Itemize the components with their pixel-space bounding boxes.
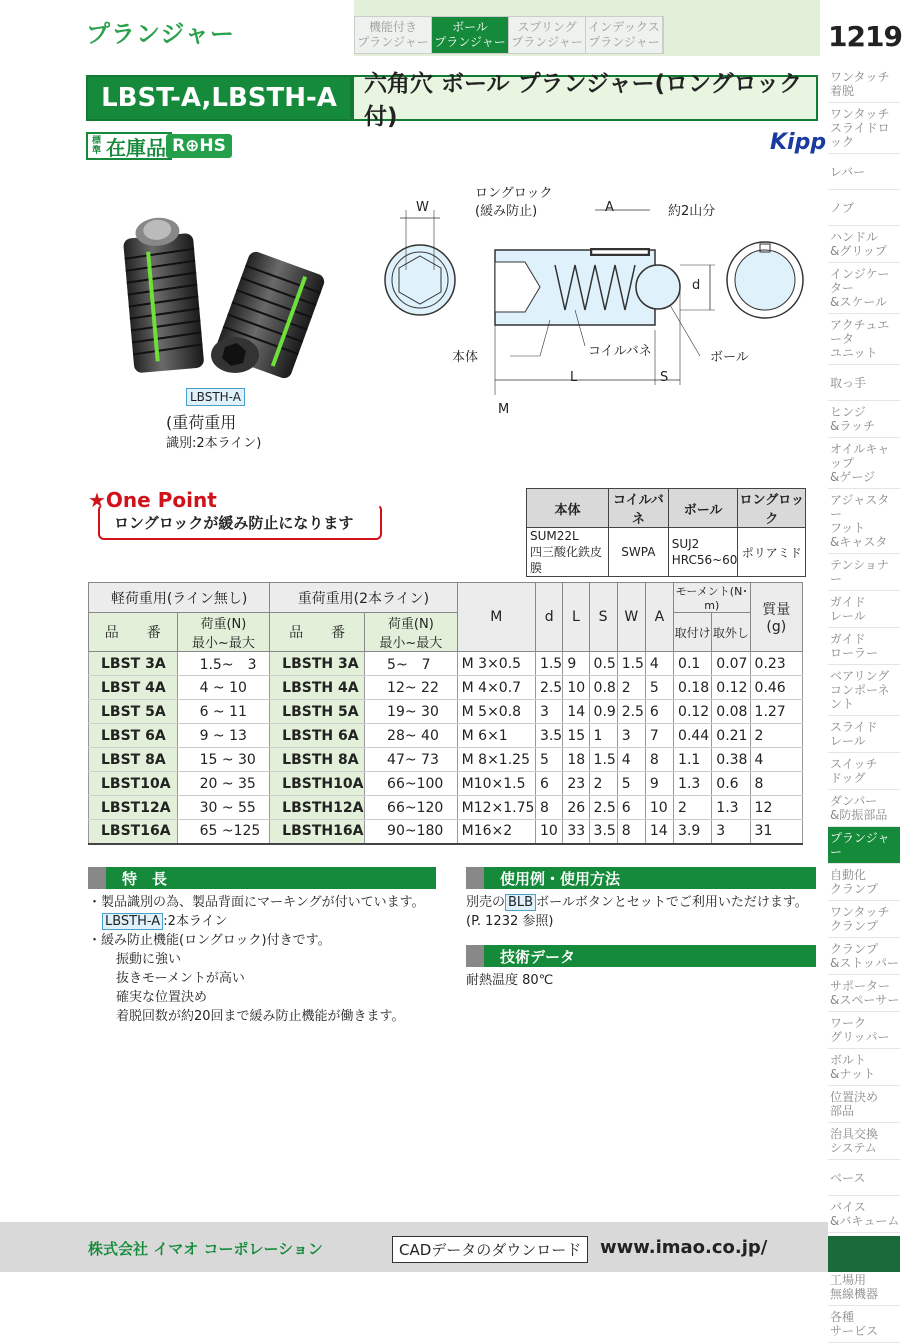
rohs-badge: R⊕HS	[166, 134, 232, 158]
cell-hload: 12~ 22	[365, 676, 458, 700]
cell-A: 6	[645, 700, 673, 724]
cell-d: 3.5	[535, 724, 562, 748]
cell-hload: 47~ 73	[365, 748, 458, 772]
cell-mi: 1.1	[674, 748, 712, 772]
cell-mr: 1.3	[712, 796, 750, 820]
col-L: L	[563, 583, 589, 652]
features-sub-item: 確実な位置決め	[116, 990, 208, 1005]
category-tab-1[interactable]: ボール プランジャー	[432, 17, 509, 53]
usage-line-1: 別売の BLB ボールボタンとセットでご利用いただけます。	[466, 895, 808, 910]
features-sublist	[116, 950, 405, 1026]
cell-lload: 4 ~ 10	[177, 676, 270, 700]
cell-W: 8	[617, 820, 645, 844]
cell-S: 2	[589, 772, 617, 796]
cell-W: 3	[617, 724, 645, 748]
cell-L: 9	[563, 652, 589, 676]
cell-d: 2.5	[535, 676, 562, 700]
sidebar-item-15[interactable]: スライド レール	[828, 716, 900, 753]
features-heading: 特 長	[88, 867, 436, 889]
cell-A: 8	[645, 748, 673, 772]
spec-table	[88, 582, 803, 845]
sidebar-item-1[interactable]: ワンタッチ スライドロック	[828, 103, 900, 154]
cell-d: 1.5	[535, 652, 562, 676]
sidebar-item-9[interactable]: オイルキャップ &ゲージ	[828, 438, 900, 489]
cell-heavy: LBSTH 4A	[270, 676, 365, 700]
cell-mr: 0.08	[712, 700, 750, 724]
table-row	[89, 700, 803, 724]
col-A: A	[645, 583, 673, 652]
cell-S: 0.8	[589, 676, 617, 700]
col-install: 取付け	[674, 613, 712, 652]
cell-mi: 0.18	[674, 676, 712, 700]
label-longlock-2: (緩み防止)	[475, 204, 538, 219]
cell-S: 0.5	[589, 652, 617, 676]
group-light-header: 軽荷重用(ライン無し)	[89, 583, 270, 613]
cell-mass: 4	[750, 748, 802, 772]
cell-S: 2.5	[589, 796, 617, 820]
category-tab-3[interactable]: インデックス プランジャー	[586, 17, 663, 53]
sidebar-bottom-block	[828, 1236, 900, 1272]
col-heavy-code: 品 番	[270, 613, 365, 652]
product-photo	[110, 205, 345, 385]
sidebar-item-6[interactable]: アクチュエータ ユニット	[828, 314, 900, 365]
cell-mi: 0.44	[674, 724, 712, 748]
cell-heavy: LBSTH16A	[270, 820, 365, 844]
cell-lload: 15 ~ 30	[177, 748, 270, 772]
cell-W: 2	[617, 676, 645, 700]
cell-light: LBST12A	[89, 796, 178, 820]
sidebar-item-10[interactable]: アジャスター フット &キャスタ	[828, 489, 900, 554]
label-longlock: ロングロック	[475, 186, 553, 201]
cell-L: 26	[563, 796, 589, 820]
features-tag: LBSTH-A	[102, 913, 163, 930]
col-light-load: 荷重(N) 最小~最大	[177, 613, 270, 652]
cell-L: 18	[563, 748, 589, 772]
cell-d: 10	[535, 820, 562, 844]
sidebar-item-19[interactable]: 自動化 クランプ	[828, 864, 900, 901]
features-line-1: ・製品識別の為、製品背面にマーキングが付いています。	[88, 895, 425, 910]
page-number: 1219	[828, 20, 902, 53]
tech-text: 耐熱温度 80℃	[466, 973, 554, 988]
cell-W: 1.5	[617, 652, 645, 676]
table-row	[89, 724, 803, 748]
cell-mr: 3	[712, 820, 750, 844]
cell-hload: 5~ 7	[365, 652, 458, 676]
table-row	[89, 796, 803, 820]
sidebar-item-16[interactable]: スイッチ ドッグ	[828, 753, 900, 790]
cell-light: LBST 5A	[89, 700, 178, 724]
cell-A: 9	[645, 772, 673, 796]
cad-download-link[interactable]: CADデータのダウンロード	[392, 1236, 588, 1263]
cell-hload: 66~120	[365, 796, 458, 820]
cell-A: 14	[645, 820, 673, 844]
cell-mr: 0.21	[712, 724, 750, 748]
sidebar-item-17[interactable]: ダンパー &防振部品	[828, 790, 900, 827]
product-name: 六角穴 ボール プランジャー(ロングロック付)	[352, 75, 818, 121]
cell-d: 6	[535, 772, 562, 796]
cell-heavy: LBSTH 8A	[270, 748, 365, 772]
features-line-2: LBSTH-A :2本ライン	[102, 912, 227, 931]
col-M: M	[457, 583, 535, 652]
cell-M: M 3×0.5	[457, 652, 535, 676]
table-row	[89, 748, 803, 772]
cell-lload: 30 ~ 55	[177, 796, 270, 820]
label-d: d	[692, 278, 701, 293]
features-sub-item: 着脱回数が約20回まで緩み防止機能が働きます。	[116, 1009, 405, 1024]
cell-hload: 90~180	[365, 820, 458, 844]
photo-caption-1: (重荷重用	[166, 413, 237, 432]
cell-mr: 0.12	[712, 676, 750, 700]
category-tab-0[interactable]: 機能付き プランジャー	[355, 17, 432, 53]
sidebar-item-0[interactable]: ワンタッチ 着脱	[828, 66, 900, 103]
stock-small-label: 標準	[92, 136, 102, 156]
cell-M: M 5×0.8	[457, 700, 535, 724]
cell-mass: 31	[750, 820, 802, 844]
material-header-3: ロングロック	[738, 489, 806, 528]
cell-mi: 0.1	[674, 652, 712, 676]
sidebar-item-4[interactable]: ハンドル &グリップ	[828, 226, 900, 263]
cell-lload: 6 ~ 11	[177, 700, 270, 724]
cell-light: LBST16A	[89, 820, 178, 844]
sidebar-item-14[interactable]: ベアリング コンポーネント	[828, 665, 900, 716]
cell-mass: 2	[750, 724, 802, 748]
cell-heavy: LBSTH 5A	[270, 700, 365, 724]
cell-light: LBST 3A	[89, 652, 178, 676]
table-row	[89, 676, 803, 700]
cell-W: 4	[617, 748, 645, 772]
dimension-diagram	[380, 180, 820, 430]
label-S: S	[660, 370, 669, 385]
col-d: d	[535, 583, 562, 652]
col-W: W	[617, 583, 645, 652]
cell-M: M 6×1	[457, 724, 535, 748]
brand-logo: Kipp	[770, 130, 827, 155]
cell-A: 7	[645, 724, 673, 748]
usage-tag: BLB	[505, 894, 536, 911]
sidebar-item-12[interactable]: ガイド レール	[828, 591, 900, 628]
cell-mr: 0.38	[712, 748, 750, 772]
cell-mi: 0.12	[674, 700, 712, 724]
sidebar-item-24[interactable]: ボルト &ナット	[828, 1049, 900, 1086]
cell-M: M10×1.5	[457, 772, 535, 796]
cell-M: M 4×0.7	[457, 676, 535, 700]
cell-mr: 0.6	[712, 772, 750, 796]
cell-W: 5	[617, 772, 645, 796]
onepoint-title: ★One Point	[88, 488, 217, 512]
cell-lload: 1.5~ 3	[177, 652, 270, 676]
sidebar-item-23[interactable]: ワーク グリッパー	[828, 1012, 900, 1049]
cell-mi: 2	[674, 796, 712, 820]
sidebar-item-18[interactable]: プランジャー	[828, 827, 900, 864]
sidebar-item-8[interactable]: ヒンジ &ラッチ	[828, 401, 900, 438]
material-header-1: コイルバネ	[609, 489, 669, 528]
cell-mr: 0.07	[712, 652, 750, 676]
sidebar-item-21[interactable]: クランプ &ストッパー	[828, 938, 900, 975]
sidebar-item-31[interactable]: 各種 サービス	[828, 1306, 900, 1343]
sidebar-item-25[interactable]: 位置決め 部品	[828, 1086, 900, 1123]
label-W: W	[416, 200, 429, 215]
cell-W: 2.5	[617, 700, 645, 724]
cell-mass: 8	[750, 772, 802, 796]
footer-company: 株式会社 イマオ コーポレーション	[88, 1240, 323, 1258]
cell-L: 15	[563, 724, 589, 748]
label-yaku: 約2山分	[668, 204, 716, 219]
cell-S: 1	[589, 724, 617, 748]
cell-M: M12×1.75	[457, 796, 535, 820]
sidebar-item-22[interactable]: サポーター &スペーサー	[828, 975, 900, 1012]
stock-label: 在庫品	[106, 135, 166, 160]
stock-badge	[86, 132, 172, 160]
cell-mi: 1.3	[674, 772, 712, 796]
features-sub-item: 振動に強い	[116, 952, 182, 967]
cell-lload: 20 ~ 35	[177, 772, 270, 796]
sidebar-item-2[interactable]: レバー	[828, 154, 900, 190]
cell-light: LBST 6A	[89, 724, 178, 748]
cell-mass: 0.23	[750, 652, 802, 676]
category-tabs	[354, 16, 664, 54]
group-heavy-header: 重荷重用(2本ライン)	[270, 583, 457, 613]
sidebar-item-28[interactable]: バイス &バキューム	[828, 1196, 900, 1233]
cell-W: 6	[617, 796, 645, 820]
sidebar-nav	[828, 66, 900, 1343]
sidebar-item-20[interactable]: ワンタッチ クランプ	[828, 901, 900, 938]
cell-d: 5	[535, 748, 562, 772]
cell-light: LBST 4A	[89, 676, 178, 700]
sidebar-item-27[interactable]: ベース	[828, 1160, 900, 1196]
cell-A: 10	[645, 796, 673, 820]
sidebar-item-5[interactable]: インジケーター &スケール	[828, 263, 900, 314]
label-M: M	[498, 402, 510, 417]
sidebar-item-30[interactable]: 工場用 無線機器	[828, 1269, 900, 1306]
cell-mass: 12	[750, 796, 802, 820]
sidebar-item-7[interactable]: 取っ手	[828, 365, 900, 401]
cell-heavy: LBSTH 6A	[270, 724, 365, 748]
cell-L: 14	[563, 700, 589, 724]
cell-heavy: LBSTH 3A	[270, 652, 365, 676]
photo-caption-2: 識別:2本ライン)	[166, 436, 262, 451]
col-moment: モーメント(N･m)	[674, 583, 751, 613]
cell-heavy: LBSTH10A	[270, 772, 365, 796]
col-remove: 取外し	[712, 613, 750, 652]
features-sub-item: 抜きモーメントが高い	[116, 971, 245, 986]
label-ball: ボール	[710, 350, 749, 365]
sidebar-item-13[interactable]: ガイド ローラー	[828, 628, 900, 665]
cell-lload: 65 ~125	[177, 820, 270, 844]
label-A: A	[605, 200, 614, 215]
usage-line-2: (P. 1232 参照)	[466, 914, 554, 929]
features-line-3: ・緩み防止機能(ロングロック)付きです。	[88, 933, 331, 948]
material-cell-0: SUM22L 四三酸化鉄皮膜	[527, 528, 609, 577]
table-row	[89, 772, 803, 796]
material-table	[526, 488, 806, 577]
onepoint-text: ロングロックが緩み防止になります	[98, 504, 382, 540]
material-cell-3: ポリアミド	[738, 528, 806, 577]
cell-light: LBST10A	[89, 772, 178, 796]
cell-hload: 28~ 40	[365, 724, 458, 748]
cell-d: 8	[535, 796, 562, 820]
cell-L: 33	[563, 820, 589, 844]
sidebar-item-3[interactable]: ノブ	[828, 190, 900, 226]
cell-M: M16×2	[457, 820, 535, 844]
material-cell-1: SWPA	[609, 528, 669, 577]
category-tab-2[interactable]: スプリング プランジャー	[509, 17, 586, 53]
cell-M: M 8×1.25	[457, 748, 535, 772]
col-light-code: 品 番	[89, 613, 178, 652]
cell-mass: 1.27	[750, 700, 802, 724]
cell-hload: 19~ 30	[365, 700, 458, 724]
table-row	[89, 652, 803, 676]
cell-S: 3.5	[589, 820, 617, 844]
sidebar-item-26[interactable]: 治具交換 システム	[828, 1123, 900, 1160]
label-hontai: 本体	[452, 350, 479, 365]
col-heavy-load: 荷重(N) 最小~最大	[365, 613, 458, 652]
material-header-2: ボール	[668, 489, 738, 528]
material-header-0: 本体	[527, 489, 609, 528]
cell-S: 1.5	[589, 748, 617, 772]
website-url[interactable]: www.imao.co.jp/	[600, 1237, 768, 1258]
cell-A: 5	[645, 676, 673, 700]
cell-d: 3	[535, 700, 562, 724]
label-coil: コイルバネ	[588, 344, 652, 359]
cell-mass: 0.46	[750, 676, 802, 700]
cell-L: 23	[563, 772, 589, 796]
usage-heading: 使用例・使用方法	[466, 867, 816, 889]
col-S: S	[589, 583, 617, 652]
label-L: L	[570, 370, 578, 385]
cell-light: LBST 8A	[89, 748, 178, 772]
cell-hload: 66~100	[365, 772, 458, 796]
product-code: LBST-A,LBSTH-A	[86, 75, 352, 121]
col-mass: 質量 (g)	[750, 583, 802, 652]
cell-L: 10	[563, 676, 589, 700]
cell-lload: 9 ~ 13	[177, 724, 270, 748]
cell-S: 0.9	[589, 700, 617, 724]
sidebar-item-11[interactable]: テンショナー	[828, 554, 900, 591]
tech-heading: 技術データ	[466, 945, 816, 967]
material-cell-2: SUJ2 HRC56~60	[668, 528, 738, 577]
cell-heavy: LBSTH12A	[270, 796, 365, 820]
photo-tag: LBSTH-A	[186, 388, 245, 406]
category-title: プランジャー	[86, 20, 235, 48]
cell-mi: 3.9	[674, 820, 712, 844]
table-row	[89, 820, 803, 844]
cell-A: 4	[645, 652, 673, 676]
